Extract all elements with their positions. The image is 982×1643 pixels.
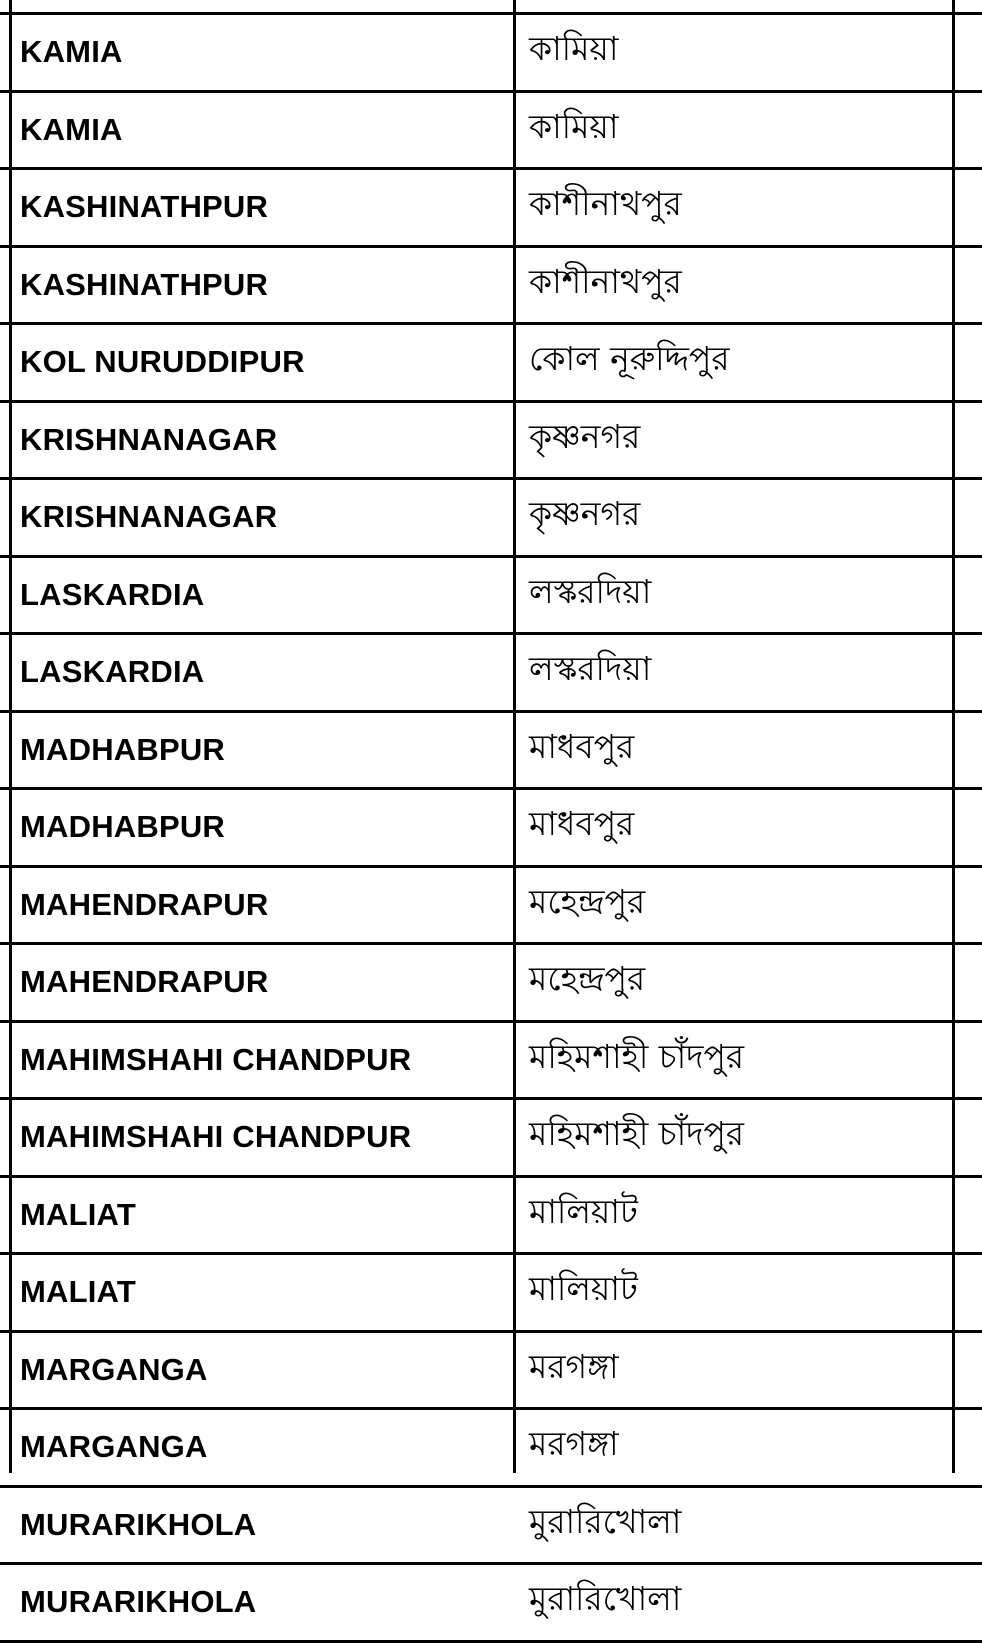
row-right-edge [968,1254,982,1332]
english-name-cell: KAMIA [12,14,521,92]
row-right-edge [968,556,982,634]
row-right-edge [968,479,982,557]
row-right-edge [968,14,982,92]
bengali-name-cell: মরগঙ্গা [521,1331,968,1409]
bengali-name-cell: মালিয়াট [521,1176,968,1254]
row-right-edge [968,866,982,944]
row-right-edge [968,169,982,247]
bengali-name-cell: কামিয়া [521,91,968,169]
row-left-edge [0,1409,12,1487]
row-right-edge [968,789,982,867]
bengali-name-cell: কোল নূরুদ্দিপুর [521,324,968,402]
bengali-name-cell: কৃষ্ণনগর [521,401,968,479]
row-left-edge [0,14,12,92]
bengali-name-cell: মহেন্দ্রপুর [521,866,968,944]
english-name-cell: LASKARDIA [12,556,521,634]
english-name-cell: KASHINATHPUR [12,169,521,247]
english-name-cell: KASHINATHPUR [12,246,521,324]
bengali-name-cell: লস্করদিয়া [521,634,968,712]
row-right-edge [968,1409,982,1487]
bengali-name-cell: লস্করদিয়া [521,556,968,634]
english-name-cell: MARGANGA [12,1331,521,1409]
row-left-edge [0,944,12,1022]
english-name-cell: MAHENDRAPUR [12,944,521,1022]
bengali-name-cell: মালিয়াট [521,1254,968,1332]
table-row [0,1486,982,1564]
row-left-edge [0,1099,12,1177]
row-right-edge [968,1331,982,1409]
table-row [0,1254,982,1332]
table-row [0,1331,982,1409]
row-right-edge [968,1021,982,1099]
english-name-cell: LASKARDIA [12,634,521,712]
row-left-edge [0,711,12,789]
english-name-cell: MALIAT [12,1254,521,1332]
row-right-edge [968,1099,982,1177]
bengali-name-cell: মুরারিখোলা [521,1486,968,1564]
table-row [0,246,982,324]
english-name-cell: MURARIKHOLA [12,1564,521,1642]
table-row [0,866,982,944]
english-name-cell: MURARIKHOLA [12,1486,521,1564]
table-row [0,401,982,479]
bengali-name-cell: মহেন্দ্রপুর [521,944,968,1022]
table-row [0,91,982,169]
english-name-cell: MADHABPUR [12,789,521,867]
table-body [0,14,982,1642]
english-name-cell: KRISHNANAGAR [12,479,521,557]
row-left-edge [0,789,12,867]
table-row [0,711,982,789]
bengali-name-cell: মরগঙ্গা [521,1409,968,1487]
bengali-name-cell: কামিয়া [521,14,968,92]
table-row [0,324,982,402]
row-left-edge [0,634,12,712]
row-left-edge [0,1176,12,1254]
row-left-edge [0,1254,12,1332]
table-row [0,1409,982,1487]
row-right-edge [968,944,982,1022]
bengali-name-cell: কাশীনাথপুর [521,169,968,247]
english-name-cell: KRISHNANAGAR [12,401,521,479]
row-right-edge [968,711,982,789]
english-name-cell: MAHENDRAPUR [12,866,521,944]
row-left-edge [0,246,12,324]
table-row [0,789,982,867]
english-name-cell: MALIAT [12,1176,521,1254]
row-left-edge [0,1564,12,1642]
row-right-edge [968,1486,982,1564]
row-right-edge [968,1564,982,1642]
table-row [0,556,982,634]
bengali-name-cell: কৃষ্ণনগর [521,479,968,557]
english-name-cell: MADHABPUR [12,711,521,789]
table-row [0,14,982,92]
row-right-edge [968,246,982,324]
row-left-edge [0,169,12,247]
village-name-table [0,12,982,1643]
row-left-edge [0,1021,12,1099]
table-row [0,1099,982,1177]
table-row [0,479,982,557]
table-row [0,1564,982,1642]
bengali-name-cell: মহিমশাহী চাঁদপুর [521,1099,968,1177]
bengali-name-cell: মুরারিখোলা [521,1564,968,1642]
row-right-edge [968,634,982,712]
english-name-cell: MAHIMSHAHI CHANDPUR [12,1021,521,1099]
row-left-edge [0,91,12,169]
table-row [0,169,982,247]
english-name-cell: KAMIA [12,91,521,169]
row-right-edge [968,91,982,169]
row-right-edge [968,1176,982,1254]
row-right-edge [968,324,982,402]
row-left-edge [0,479,12,557]
table-row [0,634,982,712]
bengali-name-cell: মাধবপুর [521,711,968,789]
row-right-edge [968,401,982,479]
row-left-edge [0,1486,12,1564]
bengali-name-cell: মহিমশাহী চাঁদপুর [521,1021,968,1099]
bengali-name-cell: কাশীনাথপুর [521,246,968,324]
table-row [0,1021,982,1099]
table-row [0,944,982,1022]
bengali-name-cell: মাধবপুর [521,789,968,867]
english-name-cell: MARGANGA [12,1409,521,1487]
english-name-cell: MAHIMSHAHI CHANDPUR [12,1099,521,1177]
table-row [0,1176,982,1254]
row-left-edge [0,556,12,634]
row-left-edge [0,1331,12,1409]
english-name-cell: KOL NURUDDIPUR [12,324,521,402]
row-left-edge [0,324,12,402]
row-left-edge [0,401,12,479]
row-left-edge [0,866,12,944]
